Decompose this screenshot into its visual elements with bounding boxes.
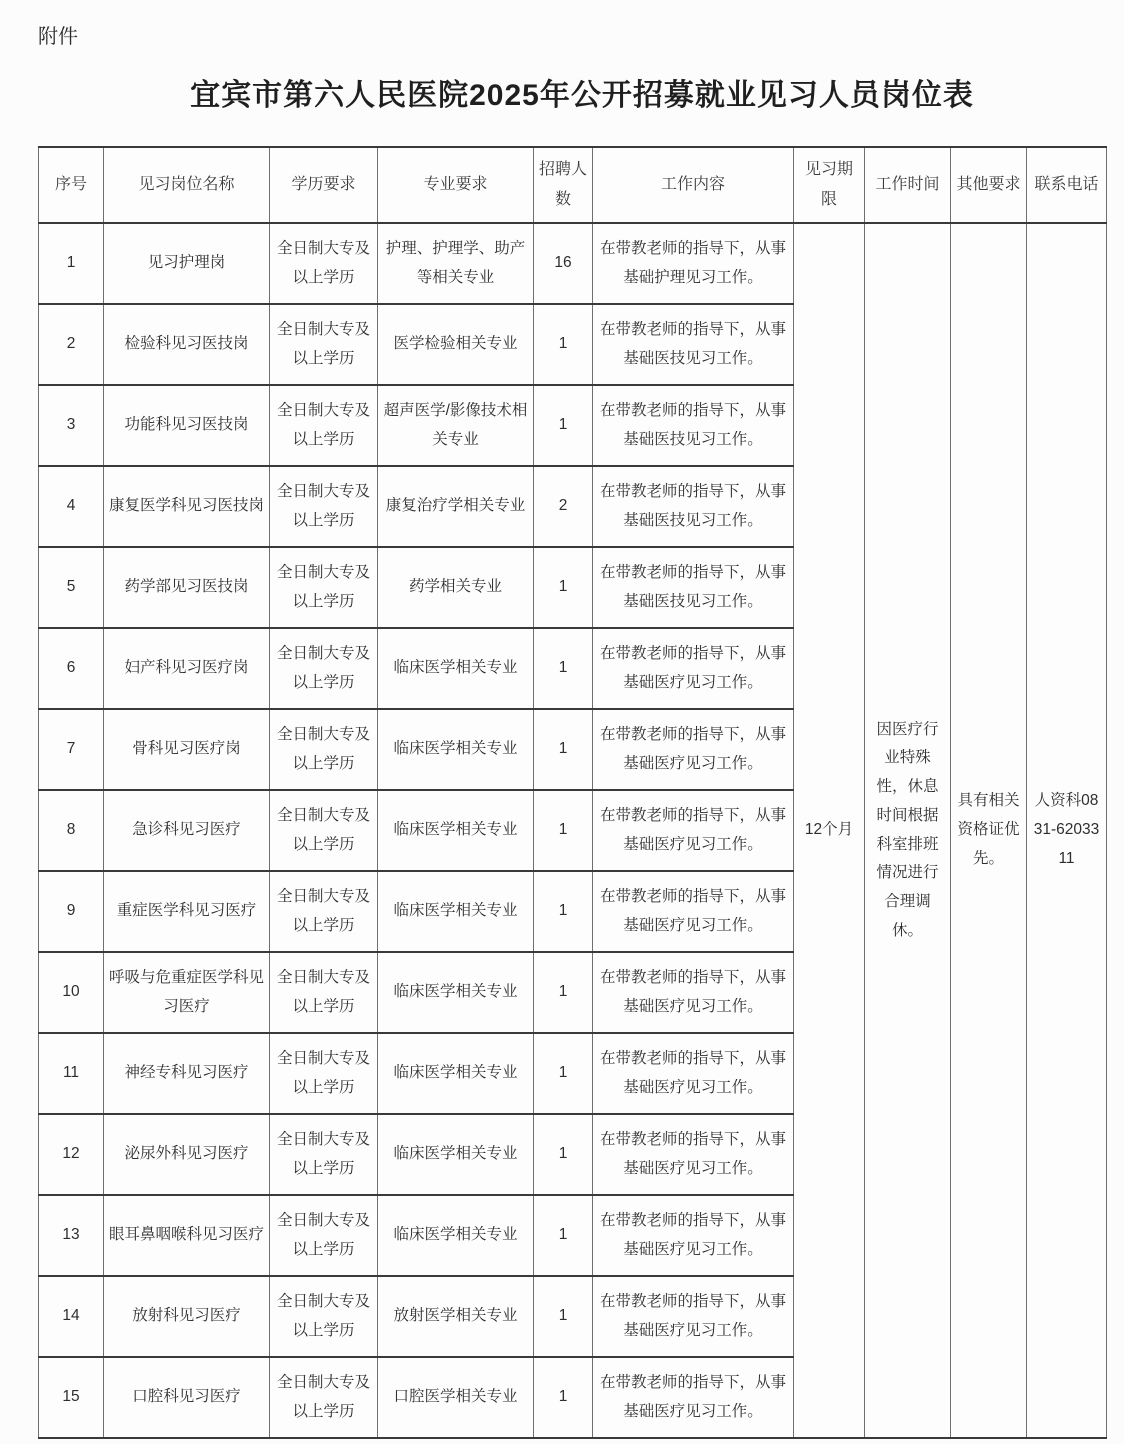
- row-number-cell: 4: [39, 466, 104, 547]
- work-content-cell: 在带教老师的指导下，从事基础医技见习工作。: [593, 304, 794, 385]
- education-cell: 全日制大专及以上学历: [270, 1276, 378, 1357]
- major-cell: 临床医学相关专业: [378, 628, 534, 709]
- position-name-cell: 妇产科见习医疗岗: [104, 628, 270, 709]
- major-cell: 超声医学/影像技术相关专业: [378, 385, 534, 466]
- table-body: [39, 223, 1107, 1438]
- recruit-count-cell: 1: [534, 952, 593, 1033]
- recruit-count-cell: 16: [534, 223, 593, 304]
- table-header: [39, 147, 1107, 223]
- recruit-count-cell: 1: [534, 1033, 593, 1114]
- row-number-cell: 1: [39, 223, 104, 304]
- other-requirements-cell: 具有相关资格证优先。: [951, 223, 1027, 1438]
- education-cell: 全日制大专及以上学历: [270, 466, 378, 547]
- header-work-time: 工作时间: [865, 147, 951, 223]
- work-content-cell: 在带教老师的指导下，从事基础医疗见习工作。: [593, 1114, 794, 1195]
- row-number-cell: 14: [39, 1276, 104, 1357]
- work-content-cell: 在带教老师的指导下，从事基础医疗见习工作。: [593, 1033, 794, 1114]
- work-content-cell: 在带教老师的指导下，从事基础医疗见习工作。: [593, 628, 794, 709]
- recruit-count-cell: 1: [534, 790, 593, 871]
- row-number-cell: 8: [39, 790, 104, 871]
- position-name-cell: 急诊科见习医疗: [104, 790, 270, 871]
- header-row: [39, 147, 1107, 223]
- education-cell: 全日制大专及以上学历: [270, 223, 378, 304]
- work-content-cell: 在带教老师的指导下，从事基础医疗见习工作。: [593, 1357, 794, 1438]
- recruit-count-cell: 2: [534, 466, 593, 547]
- position-name-cell: 检验科见习医技岗: [104, 304, 270, 385]
- major-cell: 临床医学相关专业: [378, 1033, 534, 1114]
- table-row: [39, 223, 1107, 304]
- position-name-cell: 重症医学科见习医疗: [104, 871, 270, 952]
- position-name-cell: 眼耳鼻咽喉科见习医疗: [104, 1195, 270, 1276]
- row-number-cell: 5: [39, 547, 104, 628]
- header-major: 专业要求: [378, 147, 534, 223]
- major-cell: 临床医学相关专业: [378, 871, 534, 952]
- position-name-cell: 呼吸与危重症医学科见习医疗: [104, 952, 270, 1033]
- recruit-count-cell: 1: [534, 628, 593, 709]
- row-number-cell: 15: [39, 1357, 104, 1438]
- recruit-count-cell: 1: [534, 1357, 593, 1438]
- recruit-count-cell: 1: [534, 385, 593, 466]
- work-content-cell: 在带教老师的指导下，从事基础医疗见习工作。: [593, 1195, 794, 1276]
- work-content-cell: 在带教老师的指导下，从事基础医技见习工作。: [593, 547, 794, 628]
- header-recruit-count: 招聘人数: [534, 147, 593, 223]
- major-cell: 护理、护理学、助产等相关专业: [378, 223, 534, 304]
- education-cell: 全日制大专及以上学历: [270, 1114, 378, 1195]
- position-name-cell: 神经专科见习医疗: [104, 1033, 270, 1114]
- row-number-cell: 10: [39, 952, 104, 1033]
- row-number-cell: 12: [39, 1114, 104, 1195]
- education-cell: 全日制大专及以上学历: [270, 628, 378, 709]
- education-cell: 全日制大专及以上学历: [270, 871, 378, 952]
- recruit-count-cell: 1: [534, 1114, 593, 1195]
- row-number-cell: 6: [39, 628, 104, 709]
- major-cell: 放射医学相关专业: [378, 1276, 534, 1357]
- work-content-cell: 在带教老师的指导下，从事基础医技见习工作。: [593, 385, 794, 466]
- internship-period-cell: 12个月: [794, 223, 865, 1438]
- major-cell: 临床医学相关专业: [378, 709, 534, 790]
- position-name-cell: 康复医学科见习医技岗: [104, 466, 270, 547]
- education-cell: 全日制大专及以上学历: [270, 952, 378, 1033]
- header-internship-period: 见习期限: [794, 147, 865, 223]
- major-cell: 临床医学相关专业: [378, 1114, 534, 1195]
- header-other-requirements: 其他要求: [951, 147, 1027, 223]
- major-cell: 临床医学相关专业: [378, 952, 534, 1033]
- recruit-count-cell: 1: [534, 1276, 593, 1357]
- major-cell: 医学检验相关专业: [378, 304, 534, 385]
- row-number-cell: 11: [39, 1033, 104, 1114]
- position-name-cell: 泌尿外科见习医疗: [104, 1114, 270, 1195]
- education-cell: 全日制大专及以上学历: [270, 1357, 378, 1438]
- row-number-cell: 7: [39, 709, 104, 790]
- position-name-cell: 骨科见习医疗岗: [104, 709, 270, 790]
- work-content-cell: 在带教老师的指导下，从事基础医疗见习工作。: [593, 790, 794, 871]
- header-education: 学历要求: [270, 147, 378, 223]
- education-cell: 全日制大专及以上学历: [270, 385, 378, 466]
- education-cell: 全日制大专及以上学历: [270, 709, 378, 790]
- position-name-cell: 药学部见习医技岗: [104, 547, 270, 628]
- positions-table: [38, 146, 1107, 1439]
- major-cell: 临床医学相关专业: [378, 1195, 534, 1276]
- education-cell: 全日制大专及以上学历: [270, 1033, 378, 1114]
- position-name-cell: 功能科见习医技岗: [104, 385, 270, 466]
- row-number-cell: 3: [39, 385, 104, 466]
- header-work-content: 工作内容: [593, 147, 794, 223]
- major-cell: 药学相关专业: [378, 547, 534, 628]
- education-cell: 全日制大专及以上学历: [270, 547, 378, 628]
- header-position-name: 见习岗位名称: [104, 147, 270, 223]
- attachment-label: 附件: [38, 26, 78, 48]
- major-cell: 康复治疗学相关专业: [378, 466, 534, 547]
- major-cell: 临床医学相关专业: [378, 790, 534, 871]
- work-content-cell: 在带教老师的指导下，从事基础医疗见习工作。: [593, 952, 794, 1033]
- header-row-number: 序号: [39, 147, 104, 223]
- contact-phone-cell: 人资科0831-6203311: [1027, 223, 1107, 1438]
- row-number-cell: 2: [39, 304, 104, 385]
- position-name-cell: 见习护理岗: [104, 223, 270, 304]
- work-content-cell: 在带教老师的指导下，从事基础医疗见习工作。: [593, 709, 794, 790]
- major-cell: 口腔医学相关专业: [378, 1357, 534, 1438]
- header-contact-phone: 联系电话: [1027, 147, 1107, 223]
- work-content-cell: 在带教老师的指导下，从事基础医技见习工作。: [593, 466, 794, 547]
- position-name-cell: 口腔科见习医疗: [104, 1357, 270, 1438]
- row-number-cell: 13: [39, 1195, 104, 1276]
- recruit-count-cell: 1: [534, 547, 593, 628]
- recruit-count-cell: 1: [534, 871, 593, 952]
- row-number-cell: 9: [39, 871, 104, 952]
- recruit-count-cell: 1: [534, 1195, 593, 1276]
- education-cell: 全日制大专及以上学历: [270, 1195, 378, 1276]
- position-name-cell: 放射科见习医疗: [104, 1276, 270, 1357]
- recruit-count-cell: 1: [534, 304, 593, 385]
- education-cell: 全日制大专及以上学历: [270, 790, 378, 871]
- page-title: 宜宾市第六人民医院2025年公开招募就业见习人员岗位表: [190, 79, 974, 112]
- recruit-count-cell: 1: [534, 709, 593, 790]
- work-content-cell: 在带教老师的指导下，从事基础医疗见习工作。: [593, 1276, 794, 1357]
- work-content-cell: 在带教老师的指导下，从事基础医疗见习工作。: [593, 871, 794, 952]
- work-time-cell: 因医疗行业特殊性，休息时间根据科室排班情况进行合理调休。: [865, 223, 951, 1438]
- education-cell: 全日制大专及以上学历: [270, 304, 378, 385]
- work-content-cell: 在带教老师的指导下，从事基础护理见习工作。: [593, 223, 794, 304]
